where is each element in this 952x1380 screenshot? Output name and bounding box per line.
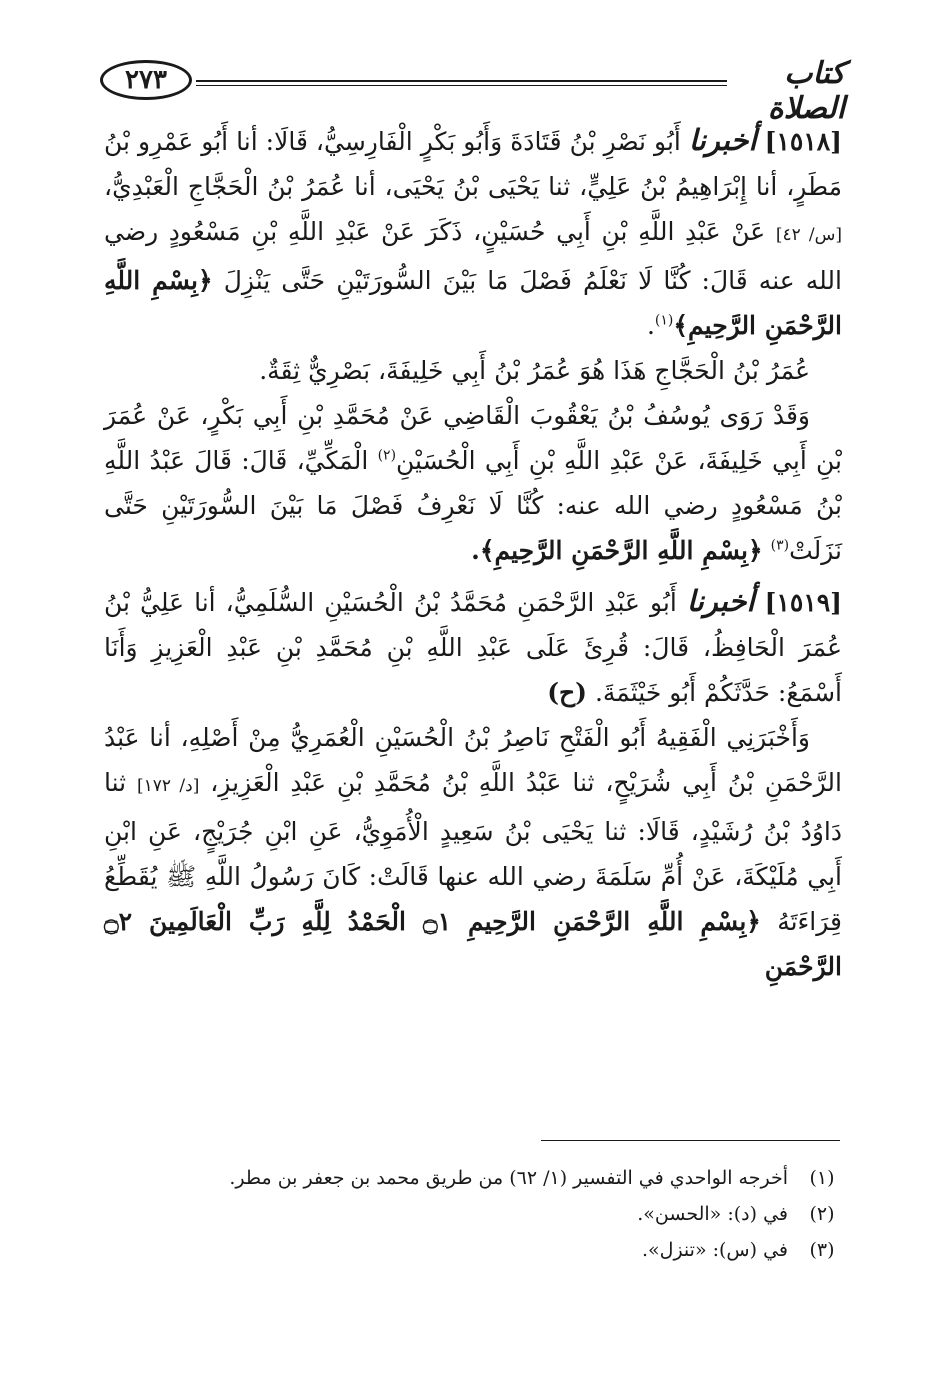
riwaya-text: الْمَكِّيِّ، قَالَ: قَالَ عَبْدُ اللَّهِ بْنُ مَسْعُودٍ رضي الله عنه: كُنَّا لَا نَعْرِفُ فَصْلَ مَا بَيْنَ السُّورَتَيْنِ حَتَّى نَزَلَتْ	[104, 446, 842, 565]
riwaya-paragraph	[104, 393, 842, 573]
footnote-marker: (٣)	[770, 537, 790, 554]
footnote-item	[104, 1160, 842, 1196]
hadith-1518: [١٥١٨] أخبرنا أَبُو نَصْرِ بْنُ قَتَادَةَ وَأَبُو بَكْرٍ الْفَارِسِيُّ، قَالَا: أنا أَبُو عَمْرِو بْنُ مَطَرٍ، أنا إِبْرَاهِيمُ بْنُ عَلِيٍّ، ثنا يَحْيَى بْنُ يَحْيَى، أنا عُمَرُ بْنُ الْحَجَّاجِ الْعَبْدِيُّ، [س/ ٤٢] عَنْ عَبْدِ اللَّهِ بْنِ أَبِي حُسَيْنٍ، ذَكَرَ عَنْ عَبْدِ اللَّهِ بْنِ مَسْعُودٍ رضي الله عنه قَالَ: كُنَّا لَا نَعْلَمُ فَصْلَ مَا بَيْنَ السُّورَتَيْنِ حَتَّى يَنْزِلَ ﴿بِسْمِ اللَّهِ الرَّحْمَنِ الرَّحِيمِ﴾$^{(١)}$.	[104, 123, 843, 340]
hadith-number: [١٥١٨]	[764, 127, 842, 156]
footnote-text: أخرجه الواحدي في التفسير (١/ ٦٢) من طريق محمد بن جعفر بن مطر.	[229, 1167, 788, 1189]
footnote-text: في (س): «تنزل».	[641, 1239, 788, 1261]
isnad-text: وَأَخْبَرَنِي الْفَقِيهُ أَبُو الْفَتْحِ نَاصِرُ بْنُ الْحُسَيْنِ الْعُمَرِيُّ مِنْ أَصْلِهِ، أنا عَبْدُ الرَّحْمَنِ بْنُ أَبِي شُرَيْحٍ، ثنا عَبْدُ اللَّهِ بْنُ مُحَمَّدِ بْنِ عَبْدِ الْعَزِيزِ،	[104, 723, 842, 797]
comment-paragraph: عُمَرُ بْنُ الْحَجَّاجِ هَذَا هُوَ عُمَرُ بْنُ أَبِي خَلِيفَةَ، بَصْرِيٌّ ثِقَةٌ.	[259, 356, 810, 385]
footnote-marker: (٢)	[377, 447, 397, 464]
header-rule	[196, 80, 727, 82]
isnad-text: أَبُو عَبْدِ الرَّحْمَنِ مُحَمَّدُ بْنُ الْحُسَيْنِ السُّلَمِيُّ، أنا عَلِيُّ بْنُ عُمَرَ الْحَافِظُ، قَالَ: قُرِئَ عَلَى عَبْدِ اللَّهِ بْنِ مُحَمَّدِ بْنِ عَبْدِ الْعَزِيزِ وَأَنَا أَسْمَعُ: حَدَّثَكُمْ أَبُو خَيْثَمَةَ.	[104, 588, 842, 707]
quran-basmala: ﴿بِسْمِ اللَّهِ الرَّحْمَنِ الرَّحِيمِ﴾	[104, 266, 842, 340]
page-number: ٢٧٣	[100, 60, 192, 100]
isnad-text: عَمْرِو بْنُ مَطَرٍ، أنا إِبْرَاهِيمُ بْنُ عَلِيٍّ، ثنا يَحْيَى بْنُ يَحْيَى، أنا عُمَرُ بْنُ الْحَجَّاجِ	[104, 127, 843, 201]
isnad-text: ثنا دَاوُدُ بْنُ رُشَيْدٍ، قَالَا: ثنا يَحْيَى بْنُ سَعِيدٍ الْأُمَوِيُّ، عَنِ ابْنِ جُرَيْجٍ، عَنِ ابْنِ أَبِي مُلَيْكَةَ، عَنْ أُمِّ سَلَمَةَ رضي الله عنها قَالَتْ: كَانَ رَسُولُ اللَّهِ ﷺ يُقَطِّعُ قِرَاءَتَهُ	[104, 768, 842, 936]
manuscript-ref: [س/ ٤٢]	[775, 225, 842, 245]
akhbarana-word: أخبرنا	[686, 584, 755, 618]
footnotes	[104, 1160, 842, 1268]
hadith-1519	[104, 579, 842, 715]
book-title: كتاب الصلاة	[767, 56, 845, 126]
tahwil-mark: (ح)	[547, 678, 587, 707]
isnad-text: أَبُو نَصْرِ بْنُ قَتَادَةَ وَأَبُو بَكْرٍ الْفَارِسِيُّ، قَالَا: أنا أَبُو	[201, 127, 681, 156]
isnad-text: عَنْ عَبْدِ اللَّهِ بْنِ أَبِي حُسَيْنٍ، ذَكَرَ عَنْ عَبْدِ اللَّهِ بْنِ مَسْعُودٍ	[168, 217, 766, 246]
quran-fatiha: ﴿بِسْمِ اللَّهِ الرَّحْمَنِ الرَّحِيمِ ۝١ الْحَمْدُ لِلَّهِ رَبِّ الْعَالَمِينَ ۝٢ الرَّحْمَنِ	[104, 907, 842, 981]
footnote-number: (٢)	[809, 1203, 835, 1225]
manuscript-ref: [د/ ١٧٢]	[137, 776, 200, 796]
footnote-item	[104, 1232, 842, 1268]
main-text	[104, 118, 842, 989]
footnote-text: في (د): «الحسن».	[637, 1203, 788, 1225]
akhbarana-word: أخبرنا	[688, 123, 757, 157]
footnote-marker: (١)	[654, 312, 674, 329]
page-header	[100, 54, 845, 126]
isnad-paragraph	[104, 715, 842, 989]
matn-text: رضي الله عنه قَالَ: كُنَّا لَا نَعْلَمُ فَصْلَ مَا بَيْنَ السُّورَتَيْنِ حَتَّى يَنْزِلَ	[104, 217, 842, 295]
footnote-number: (٣)	[809, 1239, 835, 1261]
hadith-number: [١٥١٩]	[764, 588, 842, 617]
quran-basmala: ﴿بِسْمِ اللَّهِ الرَّحْمَنِ الرَّحِيمِ﴾.	[471, 536, 763, 565]
footnote-divider	[541, 1140, 840, 1141]
riwaya-text: وَقَدْ رَوَى يُوسُفُ بْنُ يَعْقُوبَ الْقَاضِي عَنْ مُحَمَّدِ بْنِ أَبِي بَكْرٍ، عَنْ عُمَرَ بْنِ أَبِي خَلِيفَةَ، عَنْ عَبْدِ اللَّهِ بْنِ أَبِي الْحُسَيْنِ	[104, 401, 843, 475]
footnote-number: (١)	[809, 1167, 835, 1189]
footnote-item	[104, 1196, 842, 1232]
isnad-text: الْعَبْدِيُّ،	[104, 172, 179, 201]
